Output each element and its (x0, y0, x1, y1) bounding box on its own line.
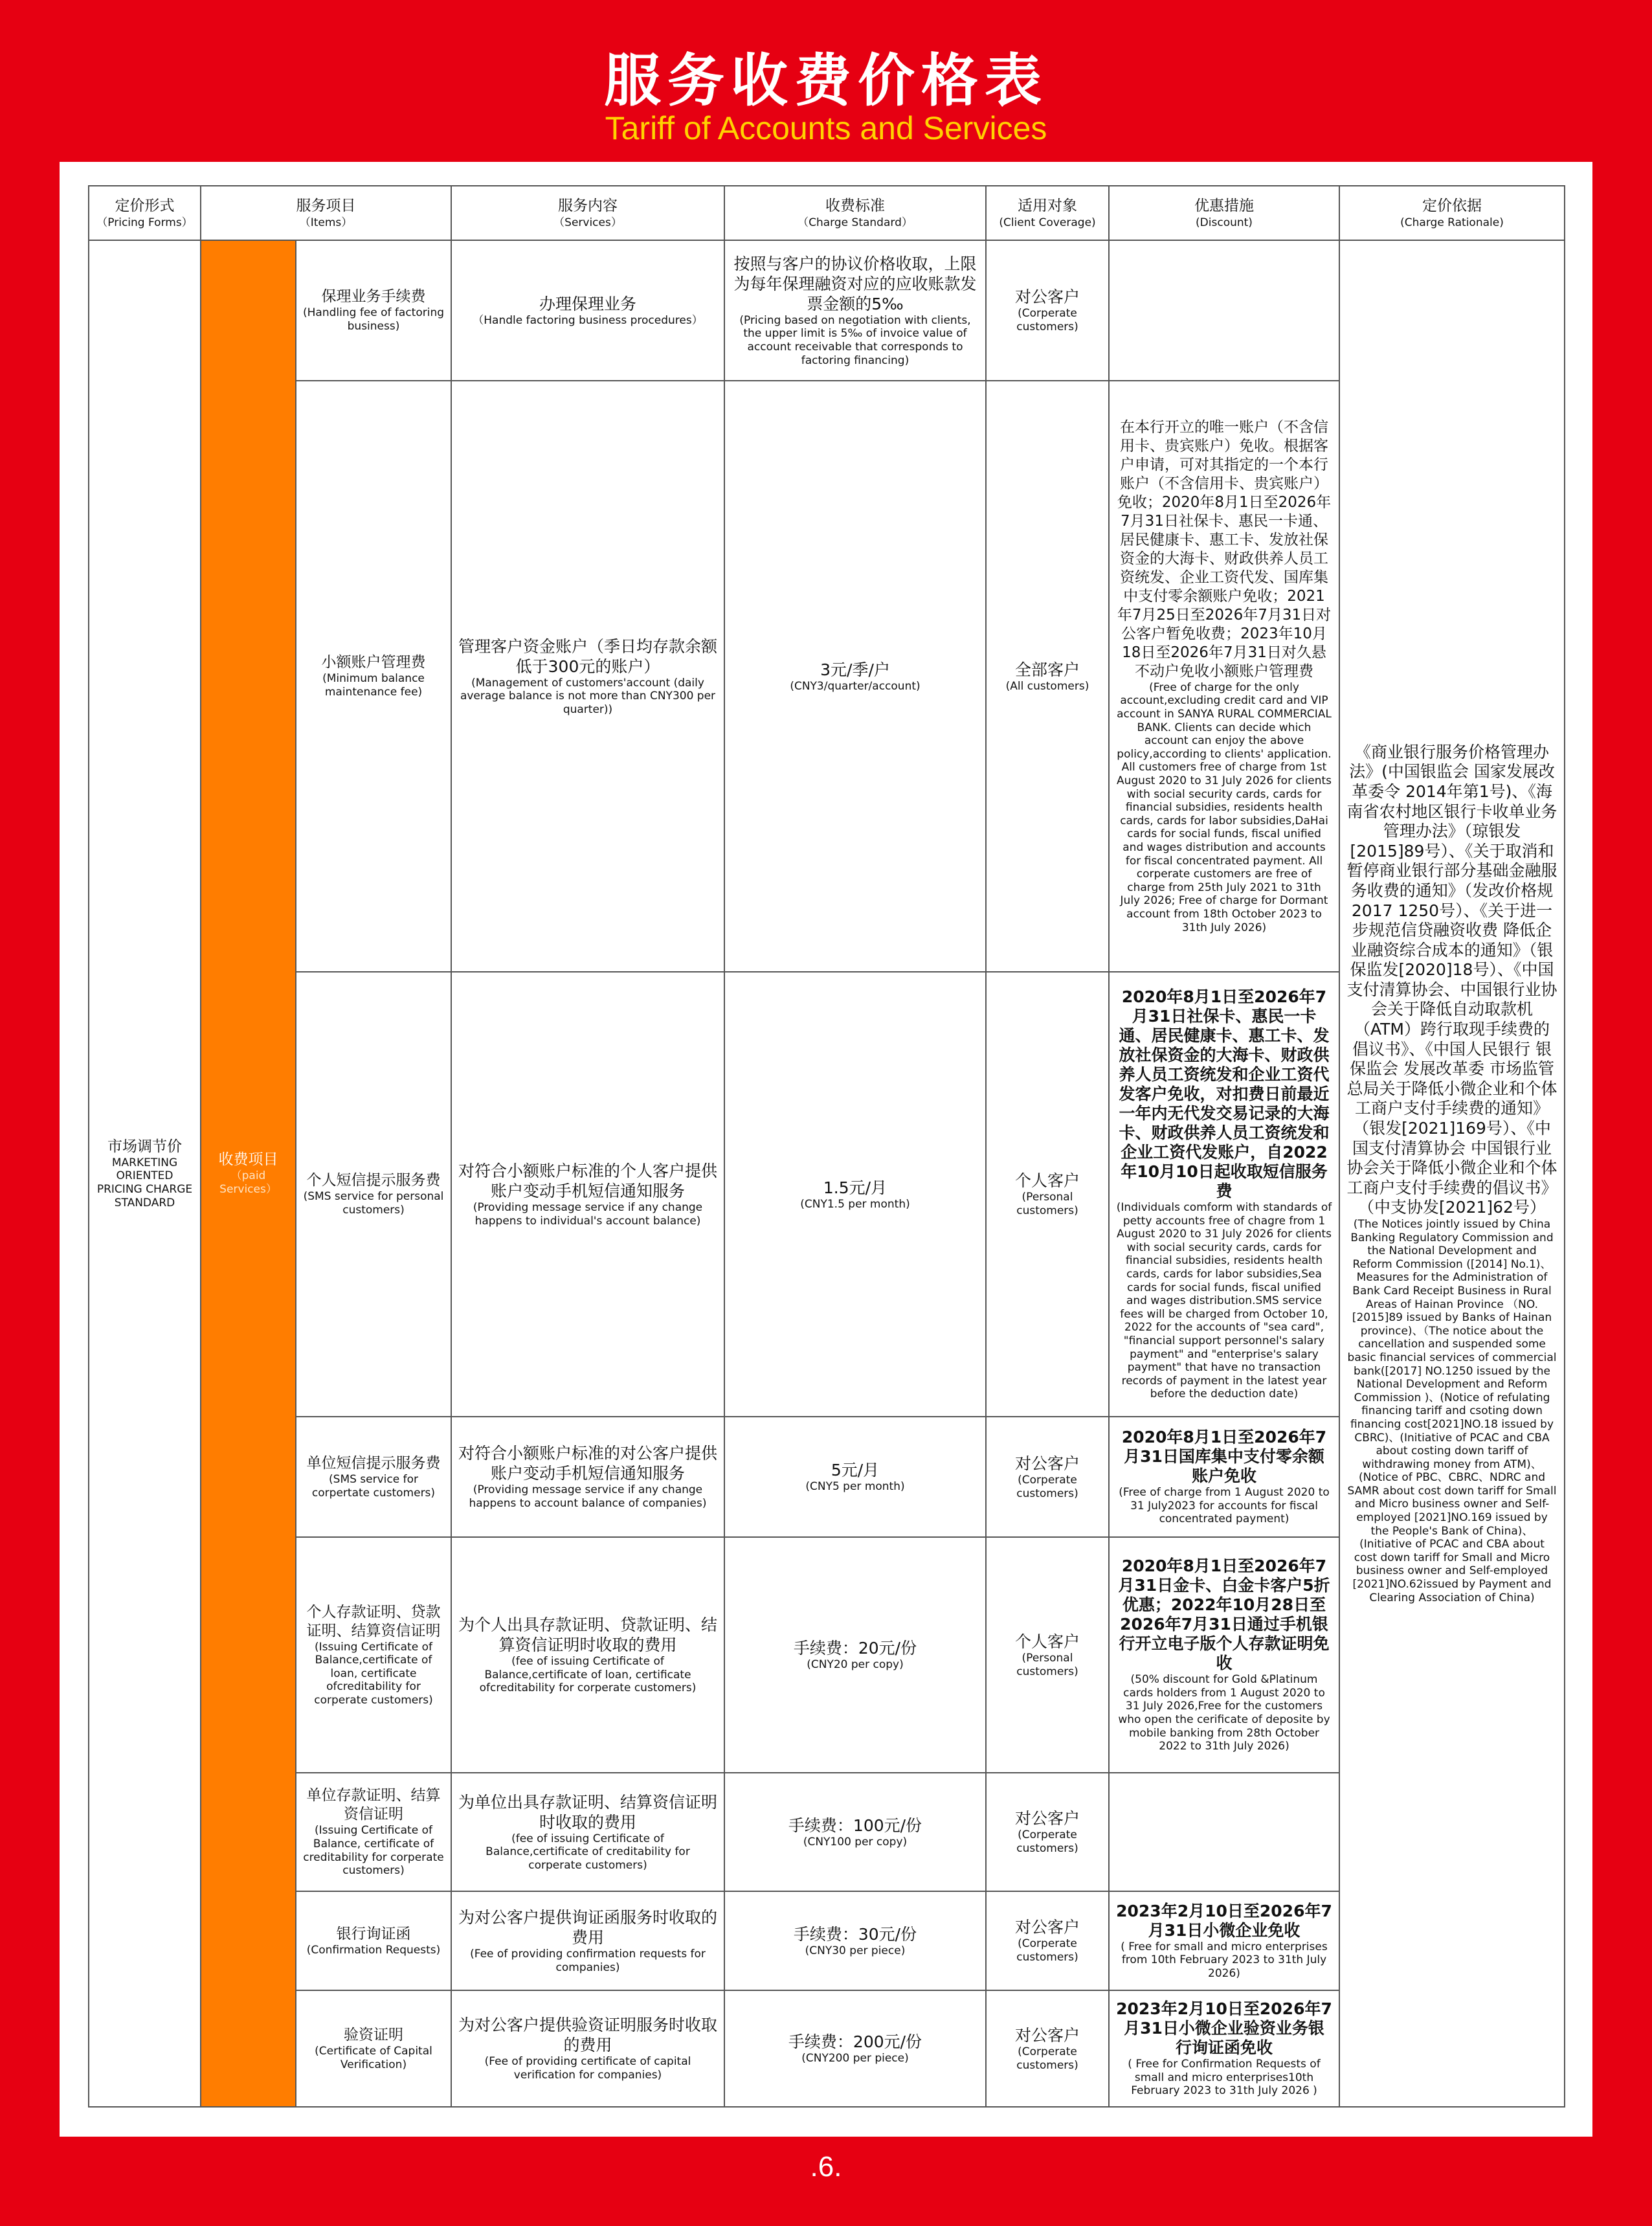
charge-rationale-cell: 《商业银行服务价格管理办法》(中国银监会 国家发展改革委令 2014年第1号)、《海南省农村地区银行卡收单业务管理办法》（琼银发[2015]89号）、《关于取消和暂停商业银行部分基础金融服务收费的通知》（发改价格规 2017 1250号）、《关于进一步规范信贷融资收费 降低企业融资综合成本的通知》（银保监发[2020]18号）、《中国支付清算协会、中国银行业协会关于降低自动取款机（ATM）跨行取现手续费的倡议书》、《中国人民银行 银保监会 发展改革委 市场监管总局关于降低小微企业和个体工商户支付手续费的通知》（银发[2021]169号）、《中国支付清算协会 中国银行业协会关于降低小微企业和个体工商户支付手续费的倡议书》（中支协发[2021]62号） (The Notices jointly issued by China Banking Regulatory Commission and the National Development and Reform Commission ([2014] No.1)、Measures for the Administration of Bank Card Receipt Business in Rural Areas of Hainan Province （NO.[2015]89 issued by Banks of Hainan province)、（The notice about the cancellation and suspended some basic financial services of commercial bank([2017] NO.1250 issued by the National Development and Reform Commission )、(Notice of refulating financing tariff and csoting down financing cost[2021]NO.18 issued by CBRC)、(Initiative of PCAC and CBA about costing down tariff of withdrawing money from ATM)、(Notice of PBC、CBRC、NDRC and SAMR about cost down tariff for Small and Micro business owner and Self-employed [2021]NO.169 issued by the People's Bank of China)、(Initiative of PCAC and CBA about cost down tariff for Small and Micro business owner and Self-employed [2021]NO.62issued by Payment and Clearing Association of China) (1339, 240, 1565, 2107)
header-charge-rationale: 定价依据 (Charge Rationale) (1339, 186, 1565, 240)
charge-cell: 手续费：100元/份 (CNY100 per copy) (724, 1773, 986, 1891)
charge-cell: 手续费：20元/份 (CNY20 per copy) (724, 1537, 986, 1773)
header-pricing-forms: 定价形式 （Pricing Forms） (89, 186, 201, 240)
item-cell: 单位短信提示服务费 (SMS service for corpertate customers) (296, 1417, 451, 1537)
tariff-table (88, 185, 1565, 2108)
header-row (89, 186, 1565, 240)
discount-cell: 2023年2月10日至2026年7月31日小微企业免收 ( Free for small and micro enterprises from 10th February 2023 to 31th July 2026) (1109, 1891, 1339, 1990)
client-cell: 对公客户 (Corperate customers) (986, 1417, 1109, 1537)
charge-cell: 按照与客户的协议价格收取，上限为每年保理融资对应的应收账款发票金额的5‰ (Pricing based on negotiation with clients, the upper limit is 5‰ of invoice value of account receivable that corresponds to factoring financing) (724, 240, 986, 381)
service-cell: 为对公客户提供询证函服务时收取的费用 (Fee of providing confirmation requests for companies) (451, 1891, 724, 1990)
discount-cell: 2020年8月1日至2026年7月31日金卡、白金卡客户5折优惠；2022年10月28日至2026年7月31日通过手机银行开立电子版个人存款证明免收 (50% discount for Gold &Platinum cards holders from 1 August 2020 to 31 July 2026,Free for the customers who open the cerificate of deposite by mobile banking from 28th October 2022 to 31th July 2026) (1109, 1537, 1339, 1773)
page-title: 服务收费价格表 (603, 47, 1048, 114)
pricing-form-cell: 市场调节价 MARKETING ORIENTED PRICING CHARGE STANDARD (89, 240, 201, 2107)
charge-cell: 手续费：200元/份 (CNY200 per piece) (724, 1990, 986, 2107)
paid-services-category: 收费项目 （paid Services） (201, 240, 296, 2107)
service-cell: 管理客户资金账户（季日均存款余额低于300元的账户） (Management of customers'account (daily average balance is not more than CNY300 per quarter)) (451, 381, 724, 972)
client-cell: 对公客户 (Corperate customers) (986, 1990, 1109, 2107)
item-cell: 个人存款证明、贷款证明、结算资信证明 (Issuing Certificate of Balance,certificate of loan, certificate ofcreditability for corperate customers) (296, 1537, 451, 1773)
charge-cell: 手续费：30元/份 (CNY30 per piece) (724, 1891, 986, 1990)
client-cell: 个人客户 (Personal customers) (986, 972, 1109, 1417)
page-number: .6. (810, 2151, 842, 2183)
charge-cell: 3元/季/户 (CNY3/quarter/account) (724, 381, 986, 972)
service-cell: 为个人出具存款证明、贷款证明、结算资信证明时收取的费用 (fee of issuing Certificate of Balance,certificate of loan, certificate ofcreditability for corperate customers) (451, 1537, 724, 1773)
client-cell: 对公客户 (Corperate customers) (986, 1773, 1109, 1891)
discount-cell: 2023年2月10日至2026年7月31日小微企业验资业务银行询证函免收 ( Free for Confirmation Requests of small and micro enterprises10th February 2023 to 31th July 2026 ) (1109, 1990, 1339, 2107)
header-charge-standard: 收费标准 （Charge Standard） (724, 186, 986, 240)
charge-cell: 5元/月 (CNY5 per month) (724, 1417, 986, 1537)
page-header (0, 0, 1652, 162)
charge-cell: 1.5元/月 (CNY1.5 per month) (724, 972, 986, 1417)
service-cell: 办理保理业务 （Handle factoring business procedures） (451, 240, 724, 381)
client-cell: 个人客户 (Personal customers) (986, 1537, 1109, 1773)
service-cell: 为单位出具存款证明、结算资信证明时收取的费用 (fee of issuing Certificate of Balance,certificate of creditability for corperate customers) (451, 1773, 724, 1891)
header-client-coverage: 适用对象 (Client Coverage) (986, 186, 1109, 240)
header-services: 服务内容 （Services） (451, 186, 724, 240)
discount-cell (1109, 1773, 1339, 1891)
client-cell: 全部客户 (All customers) (986, 381, 1109, 972)
item-cell: 银行询证函 (Confirmation Requests) (296, 1891, 451, 1990)
service-cell: 对符合小额账户标准的对公客户提供账户变动手机短信通知服务 (Providing message service if any change happens to account balance of companies) (451, 1417, 724, 1537)
item-cell: 小额账户管理费 (Minimum balance maintenance fee) (296, 381, 451, 972)
discount-cell (1109, 240, 1339, 381)
discount-cell: 2020年8月1日至2026年7月31日社保卡、惠民一卡通、居民健康卡、惠工卡、发放社保资金的大海卡、财政供养人员工资统发和企业工资代发客户免收，对扣费日前最近一年内无代发交易记录的大海卡、财政供养人员工资统发和企业工资代发账户，自2022年10月10日起收取短信服务费 (Individuals comform with standards of petty accounts free of chagre from 1 August 2020 to 31 July 2026 for clients with social security cards, cards for financial subsidies, residents health cards, cards for labor subsidies,Sea cards for social funds, fiscal unified and wages distribution.SMS service fees will be charged from October 10, 2022 for the accounts of "sea card", "financial support personnel's salary payment" and "enterprise's salary payment" that have no transaction records of payment in the latest year before the deduction date) (1109, 972, 1339, 1417)
discount-cell: 在本行开立的唯一账户（不含信用卡、贵宾账户）免收。根据客户申请，可对其指定的一个本行账户（不含信用卡、贵宾账户）免收；2020年8月1日至2026年7月31日社保卡、惠民一卡通、居民健康卡、惠工卡、发放社保资金的大海卡、财政供养人员工资统发、企业工资代发、国库集中支付零余额账户免收；2021年7月25日至2026年7月31日对公客户暂免收费；2023年10月18日至2026年7月31日对久悬不动户免收小额账户管理费 (Free of charge for the only account,excluding credit card and VIP account in SANYA RURAL COMMERCIAL BANK. Clients can decide which account can enjoy the above policy,according to clients' application. All customers free of charge from 1st August 2020 to 31 July 2026 for clients with social security cards, cards for financial subsidies, residents health cards, cards for labor subsidies,DaHai cards for social funds, fiscal unified and wages distribution and accounts for fiscal concentrated payment. All corperate customers are free of charge from 25th July 2021 to 31th July 2026; Free of charge for Dormant account from 18th October 2023 to 31th July 2026) (1109, 381, 1339, 972)
item-cell: 个人短信提示服务费 (SMS service for personal customers) (296, 972, 451, 1417)
table-row (89, 240, 1565, 381)
discount-cell: 2020年8月1日至2026年7月31日国库集中支付零余额账户免收 (Free of charge from 1 August 2020 to 31 July2023 for accounts for fiscal concentrated payment) (1109, 1417, 1339, 1537)
client-cell: 对公客户 (Corperate customers) (986, 1891, 1109, 1990)
header-items: 服务项目 （Items） (201, 186, 451, 240)
item-cell: 保理业务手续费 (Handling fee of factoring business) (296, 240, 451, 381)
item-cell: 验资证明 (Certificate of Capital Verification) (296, 1990, 451, 2107)
item-cell: 单位存款证明、结算资信证明 (Issuing Certificate of Balance, certificate of creditability for corperate customers) (296, 1773, 451, 1891)
page-subtitle: Tariff of Accounts and Services (605, 110, 1047, 146)
header-discount: 优惠措施 (Discount) (1109, 186, 1339, 240)
service-cell: 对符合小额账户标准的个人客户提供账户变动手机短信通知服务 (Providing message service if any change happens to individual's account balance) (451, 972, 724, 1417)
content-panel (60, 162, 1592, 2137)
service-cell: 为对公客户提供验资证明服务时收取的费用 (Fee of providing certificate of capital verification for companies) (451, 1990, 724, 2107)
client-cell: 对公客户 (Corperate customers) (986, 240, 1109, 381)
